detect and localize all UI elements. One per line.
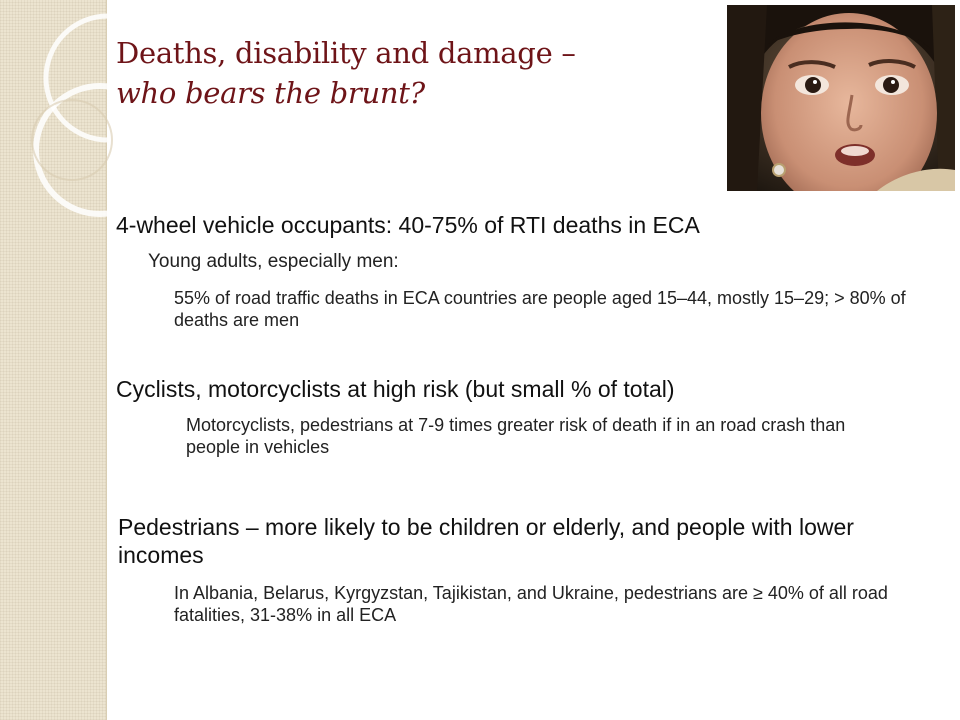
child-portrait-photo (727, 5, 955, 191)
title-line-2: who bears the brunt? (116, 76, 425, 110)
bullet-1-detail: 55% of road traffic deaths in ECA countries are people aged 15–44, mostly 15–29; > 80% of deaths are men (174, 288, 906, 330)
title-line-1: Deaths, disability and damage – (116, 36, 576, 70)
slide-title (116, 33, 576, 113)
bullet-3-heading: Pedestrians – more likely to be children or elderly, and people with lower incomes (118, 514, 854, 568)
bullet-2-detail: Motorcyclists, pedestrians at 7-9 times greater risk of death if in an road crash than people in vehicles (186, 415, 846, 457)
bullet-3-detail: In Albania, Belarus, Kyrgyzstan, Tajikistan, and Ukraine, pedestrians are ≥ 40% of all road fatalities, 31-38% in all ECA (174, 583, 888, 625)
bullet-1-subheading: Young adults, especially men: (148, 251, 399, 272)
bullet-1-heading: 4-wheel vehicle occupants: 40-75% of RTI deaths in ECA (116, 212, 700, 238)
bullet-2-heading: Cyclists, motorcyclists at high risk (but small % of total) (116, 376, 675, 402)
